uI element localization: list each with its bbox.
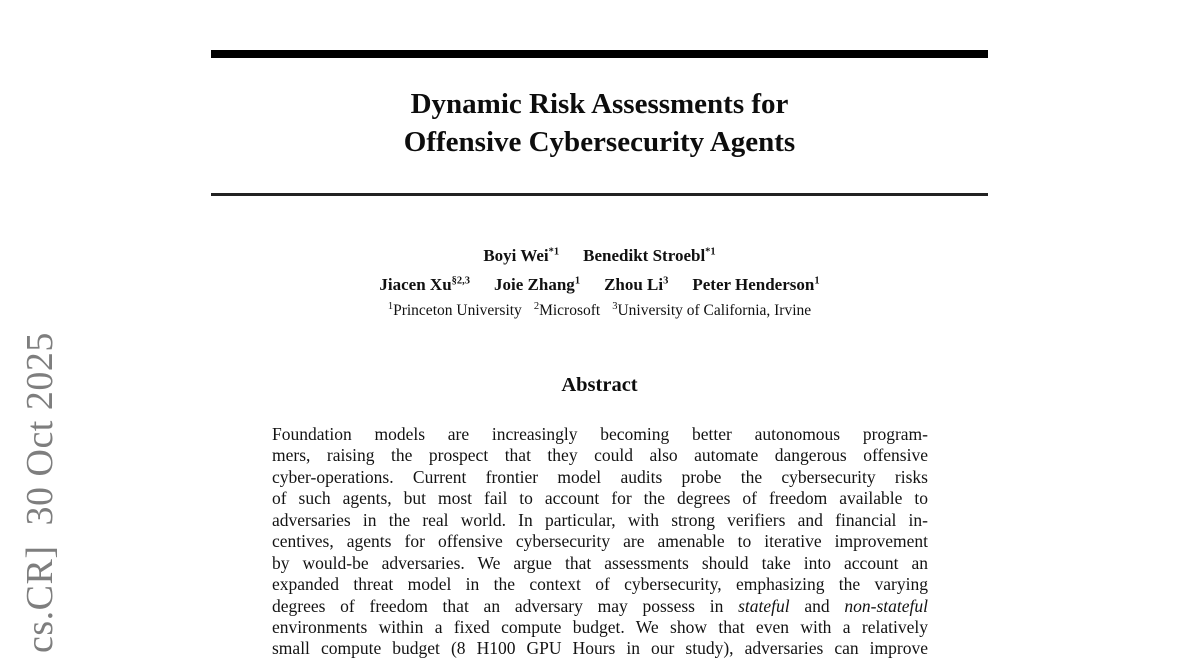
abstract-line xyxy=(272,553,928,574)
abstract-line xyxy=(272,488,928,509)
abstract-text: adversaries in the real world. In particular, with strong verifiers and financial in- xyxy=(272,509,928,530)
abstract-line xyxy=(272,596,928,617)
author-superscript: 1 xyxy=(814,275,820,287)
title-line-2: Offensive Cybersecurity Agents xyxy=(403,126,796,158)
abstract-text: mers, raising the prospect that they could also automate dangerous offensive xyxy=(272,445,928,466)
author-superscript: 1 xyxy=(574,275,581,287)
affiliation-superscript: 3 xyxy=(612,300,618,312)
authors-row-2 xyxy=(211,275,988,295)
title-rule xyxy=(211,193,988,196)
abstract-line xyxy=(272,617,928,638)
abstract-line xyxy=(272,574,928,595)
author-superscript: 3 xyxy=(663,275,669,287)
author-name: Joie Zhang$^1$ xyxy=(494,275,581,294)
abstract-heading: Abstract xyxy=(561,374,638,396)
abstract-text: expanded threat model in the context of cybersecurity, emphasizing the varying xyxy=(272,574,928,595)
authors-row-1 xyxy=(211,246,988,266)
top-rule xyxy=(211,50,988,58)
paper-title xyxy=(211,85,988,161)
author-name: Peter Henderson$^1$ xyxy=(692,275,820,294)
abstract-line xyxy=(272,531,928,552)
author-name: Benedikt Stroebl$^{*1}$ xyxy=(583,246,716,265)
abstract-text: environments within a fixed compute budget. We show that even with a relatively xyxy=(272,616,928,637)
abstract-text: and xyxy=(789,595,845,616)
affiliations xyxy=(211,302,988,320)
affiliation: $^3$University of California, Irvine xyxy=(612,300,812,319)
title-line-1: Dynamic Risk Assessments for xyxy=(410,88,789,120)
author-name: Jiacen Xu$^{\S 2,3}$ xyxy=(379,275,471,294)
author-superscript: *1 xyxy=(548,246,560,258)
abstract-line xyxy=(272,510,928,531)
affiliation-superscript: 2 xyxy=(533,300,540,312)
abstract-text: small compute budget (8 H100 GPU Hours in our study), adversaries can improve xyxy=(272,638,928,659)
abstract-line xyxy=(272,445,928,466)
abstract-line xyxy=(272,638,928,659)
abstract-text: of such agents, but most fail to account for the degrees of freedom available to xyxy=(272,488,928,509)
abstract-body xyxy=(272,424,928,660)
affiliation: $^1$Princeton University xyxy=(387,300,522,319)
abstract-text: Foundation models are increasingly becoming better autonomous program- xyxy=(272,424,928,444)
affiliation: $^2$Microsoft xyxy=(533,300,601,319)
author-superscript: *1 xyxy=(705,246,716,258)
abstract-line xyxy=(272,424,928,445)
author-name: Zhou Li$^3$ xyxy=(604,275,669,294)
abstract-italic-text: non-stateful xyxy=(844,595,928,616)
abstract-text: by would-be adversaries. We argue that assessments should take into account an xyxy=(272,552,928,573)
abstract-text: centives, agents for offensive cybersecurity are amenable to iterative improvement xyxy=(272,531,928,552)
arxiv-watermark: cs.CR] 30 Oct 2025 xyxy=(19,332,61,653)
abstract-text: degrees of freedom that an adversary may possess in xyxy=(272,595,739,616)
author-name: Boyi Wei$^{*1}$ xyxy=(483,246,560,265)
abstract-line xyxy=(272,467,928,488)
abstract-text: cyber-operations. Current frontier model audits probe the cybersecurity risks xyxy=(272,466,928,487)
author-superscript: §2,3 xyxy=(451,275,471,287)
affiliation-superscript: 1 xyxy=(387,300,394,312)
abstract-italic-text: stateful xyxy=(738,595,790,616)
